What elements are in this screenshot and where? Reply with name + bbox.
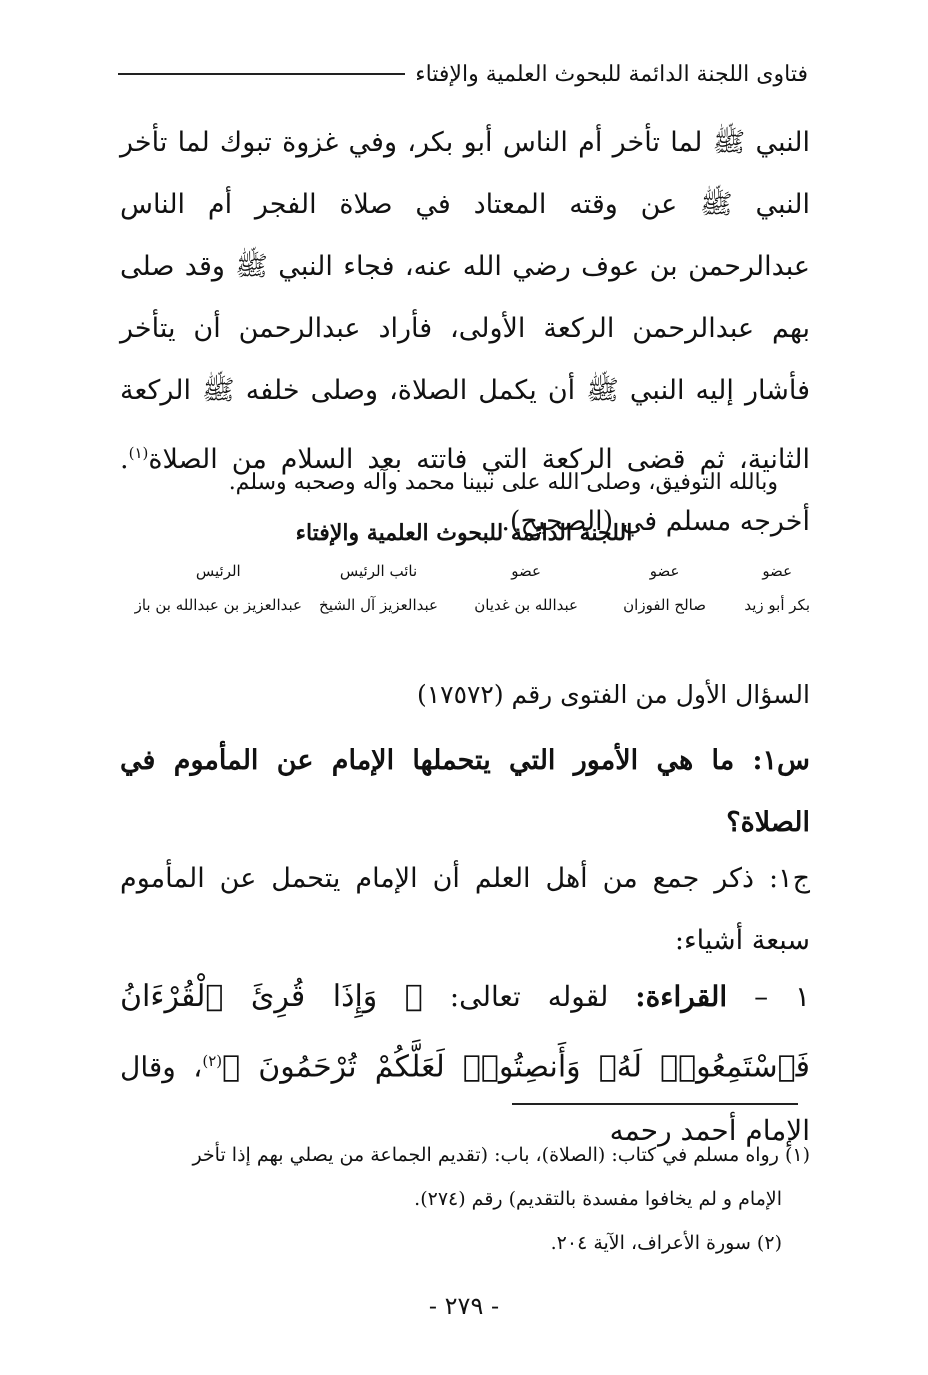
footnote-1-continued: الإمام و لم يخافوا مفسدة بالتقديم) رقم (٢٧٤). xyxy=(414,1188,782,1210)
footnotes xyxy=(110,1140,810,1272)
paragraph-tail: . أخرجه مسلم في (الصحيح). xyxy=(120,444,810,537)
fatwa-question-title: السؤال الأول من الفتوى رقم (١٧٥٧٢) xyxy=(416,680,810,709)
item-tail: ، وقال الإمام أحمد رحمه xyxy=(120,1050,810,1148)
paragraph-text: النبي ﷺ لما تأخر أم الناس أبو بكر، وفي غزوة تبوك لما تأخر النبي ﷺ عن وقته المعتاد في صلاة الفجر أم الناس عبدالرحمن بن عوف رضي الله عنه، فجاء النبي ﷺ وقد صلى بهم عبدالرحمن الركعة الأولى، فأراد عبدالرحمن أن يتأخر فأشار إليه النبي ﷺ أن يكمل الصلاة، وصلى خلفه ﷺ الركعة الثانية، ثم قضى الركعة التي فاتته بعد السلام من الصلاة xyxy=(120,127,810,475)
committee-title: اللجنة الدائمة للبحوث العلمية والإفتاء xyxy=(295,520,633,546)
list-item-reading xyxy=(120,965,810,1163)
answer-text: ج١: ذكر جمع من أهل العلم أن الإمام يتحمل عن المأموم سبعة أشياء: xyxy=(120,863,810,956)
signature-president xyxy=(135,562,302,614)
signature-role: عضو xyxy=(511,562,541,580)
quran-verse: ﴿ وَإِذَا قُرِئَ ٱلْقُرْءَانُ فَٱسْتَمِعُوا۟ لَهُۥ وَأَنصِتُوا۟ لَعَلَّكُمْ تُرْحَمُونَ ﴾ xyxy=(120,979,810,1085)
header-title: فتاوى اللجنة الدائمة للبحوث العلمية والإفتاء xyxy=(415,61,808,87)
question-text: س١: ما هي الأمور التي يتحملها الإمام عن المأموم في الصلاة؟ xyxy=(120,745,810,838)
header-rule xyxy=(118,73,405,75)
closing-line: وبالله التوفيق، وصلى الله على نبينا محمد وآله وصحبه وسلم. xyxy=(228,470,778,495)
signature-role: نائب الرئيس xyxy=(339,562,418,580)
signature-role: عضو xyxy=(649,562,680,580)
running-header xyxy=(118,56,808,92)
signature-name: بكر أبو زيد xyxy=(744,596,810,614)
item-lead: لقوله تعالى: xyxy=(449,980,609,1013)
signature-vice-president xyxy=(319,562,438,614)
signature-name: عبدالعزيز آل الشيخ xyxy=(319,596,438,614)
item-label: القراءة: xyxy=(635,980,728,1013)
signature-member-3 xyxy=(474,562,578,614)
page-number: - ٢٧٩ - xyxy=(428,1292,500,1320)
signature-role: الرئيس xyxy=(195,562,241,580)
signature-member-1 xyxy=(744,562,810,614)
item-number: ١ – xyxy=(754,980,810,1013)
signature-member-2 xyxy=(623,562,706,614)
footnote-ref-2[interactable]: (٢) xyxy=(202,1052,223,1070)
footnote-2: (٢) سورة الأعراف، الآية ٢٠٤. xyxy=(550,1232,782,1254)
footnote-1: (١) رواه مسلم في كتاب: (الصلاة)، باب: (تقديم الجماعة من يصلي بهم إذا تأخر xyxy=(192,1144,810,1166)
signature-name: صالح الفوزان xyxy=(623,596,706,614)
signature-name: عبدالله بن غديان xyxy=(474,596,578,614)
footnote-ref-1[interactable]: (١) xyxy=(128,444,149,462)
signature-role: عضو xyxy=(762,562,793,580)
footnote-separator xyxy=(512,1103,798,1105)
signature-name: عبدالعزيز بن عبدالله بن باز xyxy=(134,596,302,614)
